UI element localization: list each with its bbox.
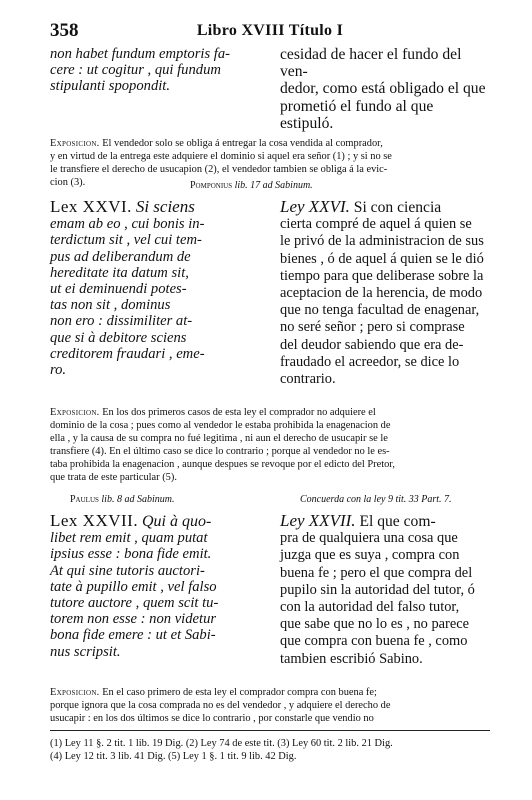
page	[50, 20, 490, 762]
spanish-line: con la autoridad del falso tutor,	[280, 599, 460, 616]
spanish-line: tambien escribió Sabino.	[280, 650, 423, 667]
spanish-line: juzga que es suya , compra con	[280, 547, 460, 564]
spanish-line: cierta compré de aquel á quien se	[280, 216, 472, 233]
spanish-line: no seré señor ; pero si comprase	[280, 319, 465, 336]
latin-line: ipsius esse : bona fide emit.	[50, 546, 212, 563]
exposition-line: ella , y la causa de su compra no fué legitima , ni aun el derecho de usucapir se le	[50, 433, 388, 444]
spanish-line: cesidad de hacer el fundo del ven-	[280, 46, 462, 81]
exposition-line: taba prohibida la enagenacion , aunque despues se revoque por el edicto del Pretor,	[50, 459, 395, 470]
running-title: Libro XVIII Título I	[196, 22, 344, 39]
footnote-line: (4) Ley 12 tit. 3 lib. 41 Dig. (5) Ley 1 §. 1 tit. 9 lib. 42 Dig.	[50, 751, 297, 762]
exposition-line: Exposicion. En el caso primero de esta ley el comprador compra con buena fe;	[50, 687, 377, 698]
footnotes	[50, 737, 393, 763]
exposition-line: Exposicion. El vendedor solo se obliga á entregar la cosa vendida al comprador,	[50, 138, 383, 149]
ley-heading: Ley XXVII.	[280, 511, 356, 530]
lex-heading: Lex XXVII.	[50, 511, 139, 530]
spanish-line: aceptacion de la herencia, de modo	[280, 285, 483, 302]
latin-line: At qui sine tutoris auctori-	[50, 562, 205, 579]
latin-line: non habet fundum emptoris fa-	[50, 46, 230, 62]
law-26	[50, 198, 490, 388]
exposition-line: transfiere (4). En el último caso se dice lo contrario ; porque al vendedor no le es-	[50, 446, 390, 457]
latin-line: tas non sit , dominus	[50, 297, 171, 314]
exposition-label: Exposicion.	[50, 687, 100, 698]
spanish-text: El que com-	[359, 513, 436, 530]
source-citation-1	[190, 180, 313, 191]
latin-line: hereditate ita datum sit,	[50, 264, 189, 281]
spanish-line: le privó de la administracion de sus	[280, 233, 484, 250]
citation-source: lib. 8 ad Sabinum.	[101, 494, 175, 505]
spanish-line: pra de qualquiera una cosa que	[280, 530, 458, 547]
spanish-column	[280, 46, 490, 132]
spanish-line: dedor, como está obligado el que	[280, 80, 486, 98]
exposition-3	[50, 686, 485, 725]
law-continuation	[50, 46, 490, 132]
spanish-text: Si con ciencia	[353, 199, 442, 216]
latin-line: libet rem emit , quam putat	[50, 530, 208, 547]
latin-line: torem non esse : non videtur	[50, 611, 217, 628]
exposition-line: cion (3).	[50, 177, 86, 188]
spanish-line: que no tenga facultad de enagenar,	[280, 302, 480, 319]
spanish-line: bienes , ó de aquel á quien se le dió	[280, 250, 484, 267]
latin-line: que si à debitore sciens	[50, 329, 187, 346]
ley-heading: Ley XXVI.	[280, 197, 350, 216]
page-header	[50, 20, 490, 46]
lex-heading: Lex XXVI.	[50, 197, 132, 216]
law-27	[50, 512, 490, 668]
latin-line: cere : ut cogitur , qui fundum	[50, 62, 221, 79]
latin-line: stipulanti spopondit.	[50, 78, 171, 95]
page-number: 358	[50, 20, 79, 41]
exposition-line: porque ignora que la cosa comprada no es del vendedor , y adquiere el derecho de	[50, 700, 391, 711]
exposition-2	[50, 406, 485, 484]
exposition-line: que trata de este particular (5).	[50, 472, 177, 483]
spanish-line: fraudado el acreedor, se dice lo	[280, 353, 460, 370]
citation-source: lib. 17 ad Sabinum.	[234, 180, 313, 191]
spanish-column	[280, 512, 490, 668]
spanish-line: contrario.	[280, 371, 336, 388]
exposition-label: Exposicion.	[50, 138, 100, 149]
latin-line: emam ab eo , cui bonis in-	[50, 216, 205, 233]
spanish-line: prometió el fundo al que estipuló.	[280, 97, 434, 132]
latin-text: Qui à quo-	[142, 513, 212, 530]
latin-line: nus scripsit.	[50, 643, 121, 660]
citation-author: Pomponius	[190, 180, 233, 191]
spanish-column	[280, 198, 490, 388]
latin-line: creditorem fraudari , eme-	[50, 345, 205, 362]
spanish-line: pupilo sin la autoridad del tutor, ó	[280, 581, 475, 598]
spanish-line: tiempo para que deliberase sobre la	[280, 267, 484, 284]
spanish-line: que sabe que no lo es , no parece	[280, 616, 470, 633]
exposition-line: le transfiere el derecho de usucapion (2), el vendedor tambien se obliga á la evic-	[50, 164, 388, 175]
latin-line: ro.	[50, 362, 67, 379]
footnote-line: (1) Ley 11 §. 2 tit. 1 lib. 19 Dig. (2) Ley 74 de este tit. (3) Ley 60 tit. 2 lib. 21 Dig.	[50, 738, 393, 749]
latin-line: bona fide emere : ut et Sabi-	[50, 627, 216, 644]
latin-column	[50, 512, 260, 668]
citation-author: Paulus	[70, 494, 99, 505]
latin-line: ut ei deminuendi potes-	[50, 281, 187, 298]
exposition-line: y en virtud de la entrega este adquiere el dominio si aquel era señor (1) ; y si no se	[50, 151, 392, 162]
spanish-line: buena fe ; pero el que compra del	[280, 564, 473, 581]
latin-column	[50, 46, 260, 132]
exposition-line: usucapir : en los dos últimos se dice lo contrario , por constarle que vendio no	[50, 713, 374, 724]
footnote-divider	[50, 730, 490, 731]
latin-column	[50, 198, 260, 388]
spanish-line: del deudor sabiendo que era de-	[280, 336, 464, 353]
latin-line: pus ad deliberandum de	[50, 248, 191, 265]
exposition-line: dominio de la cosa ; pues como al vendedor le estaba prohibida la enagenacion de	[50, 420, 391, 431]
latin-line: non ero : dissimiliter at-	[50, 313, 193, 330]
spanish-line: que compra con buena fe , como	[280, 633, 468, 650]
latin-line: tutore auctore , quem scit tu-	[50, 595, 219, 612]
latin-text: Si sciens	[135, 197, 195, 216]
concordance-note: Concuerda con la ley 9 tit. 33 Part. 7.	[300, 494, 452, 505]
latin-line: tate à pupillo emit , vel falso	[50, 578, 217, 595]
latin-line: terdictum sit , vel cui tem-	[50, 232, 202, 249]
exposition-line: Exposicion. En los dos primeros casos de esta ley el comprador no adquiere el	[50, 407, 376, 418]
exposition-label: Exposicion.	[50, 407, 100, 418]
